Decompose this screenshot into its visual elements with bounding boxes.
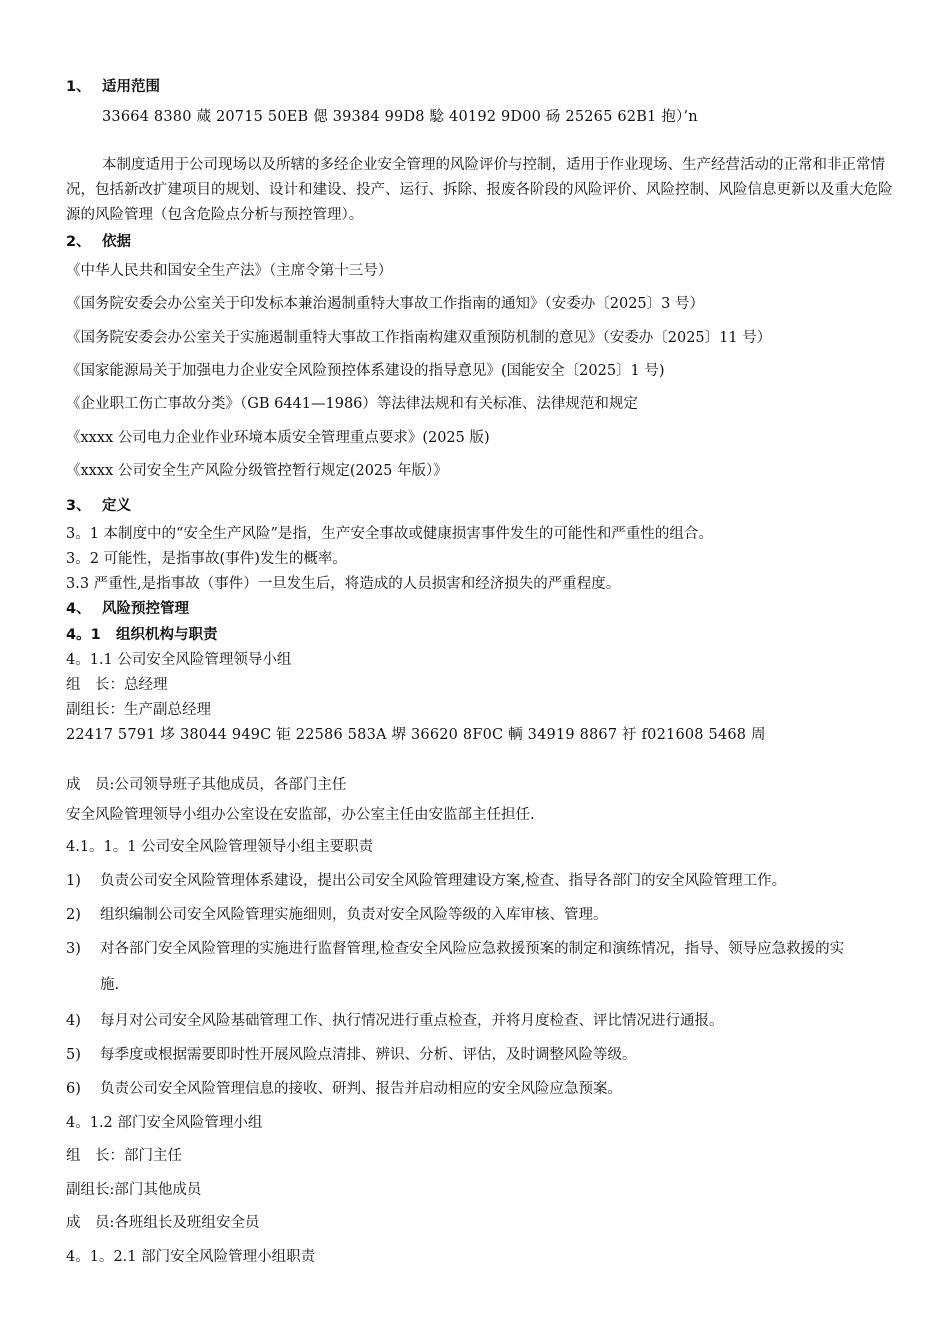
text-line: 组 长：总经理 [66, 677, 168, 693]
duty-text: 对各部门安全风险管理的实施进行监督管理,检查安全风险应急救援预案的制定和演练情况，指导、领导应急救援的实施. [100, 941, 845, 993]
duty-number: 6) [66, 1081, 81, 1097]
reference-item: 《xxxx 公司电力企业作业环境本质安全管理重点要求》(2025 版) [66, 430, 490, 446]
text-line: 4。1。2.1 部门安全风险管理小组职责 [66, 1249, 316, 1265]
scope-paragraph: 本制度适用于公司现场以及所辖的多经企业安全管理的风险评价与控制，适用于作业现场、生产经营活动的正常和非正常情况，包括新改扩建项目的规划、设计和建设、投产、运行、拆除、报废各阶段的风险评价、风险控制、风险信息更新以及重大危险源的风险管理（包含危险点分析与预控管理）。 [66, 157, 893, 223]
text-line: 4。1.2 部门安全风险管理小组 [66, 1115, 263, 1131]
subsection-title: 组织机构与职责 [116, 627, 218, 643]
section-4-heading [66, 600, 910, 618]
text-line: 4。1.1 公司安全风险管理领导小组 [66, 652, 292, 668]
duty-number: 1) [66, 873, 81, 889]
duty-number: 3) [66, 941, 81, 957]
duty-number: 4) [66, 1013, 81, 1029]
text-line: 4.1。1。1 公司安全风险管理领导小组主要职责 [66, 839, 374, 855]
text-line: 副组长:部门其他成员 [66, 1182, 202, 1198]
reference-item: 《国家能源局关于加强电力企业安全风险预控体系建设的指导意见》(国能安全〔2025〕1 号) [66, 363, 665, 379]
section-title: 适用范围 [102, 79, 160, 95]
subsection-number: 4。1 [66, 627, 101, 643]
duty-text: 组织编制公司安全风险管理实施细则，负责对安全风险等级的入库审核、管理。 [100, 907, 608, 923]
subsection-heading [66, 626, 910, 644]
reference-item: 《国务院安委会办公室关于实施遏制重特大事故工作指南构建双重预防机制的意见》（安委办〔2025〕11 号） [66, 330, 772, 346]
reference-item: 《xxxx 公司安全生产风险分级管控暂行规定(2025 年版）》 [66, 463, 448, 479]
definition-item: 3.3 严重性,是指事故（事件）一旦发生后，将造成的人员损害和经济损失的严重程度。 [66, 576, 621, 592]
section-number: 1、 [66, 79, 91, 95]
text-line: 组 长：部门主任 [66, 1148, 182, 1164]
reference-item: 《中华人民共和国安全生产法》（主席令第十三号） [66, 263, 393, 279]
duty-text: 负责公司安全风险管理体系建设，提出公司安全风险管理建设方案,检查、指导各部门的安全风险管理工作。 [100, 873, 787, 889]
reference-item: 《国务院安委会办公室关于印发标本兼治遏制重特大事故工作指南的通知》（安委办〔2025〕3 号） [66, 296, 704, 312]
section-title: 定义 [102, 498, 131, 514]
section-2-heading [66, 233, 910, 251]
section-number: 4、 [66, 601, 91, 617]
duty-text: 负责公司安全风险管理信息的接收、研判、报告并启动相应的安全风险应急预案。 [100, 1081, 622, 1097]
duty-number: 2) [66, 907, 81, 923]
code-line: 22417 5791 垑 38044 949C 钜 22586 583A 堺 36620 8F0C 輌 34919 8867 衧 f021608 5468 周 [66, 727, 766, 743]
definition-item: 3。2 可能性，是指事故(事件)发生的概率。 [66, 551, 347, 567]
section-number: 2、 [66, 234, 91, 250]
section-number: 3、 [66, 498, 91, 514]
duty-text: 每月对公司安全风险基础管理工作、执行情况进行重点检查，并将月度检查、评比情况进行通报。 [100, 1013, 724, 1029]
text-line: 安全风险管理领导小组办公室设在安监部，办公室主任由安监部主任担任. [66, 807, 535, 823]
text-line: 副组长：生产副总经理 [66, 702, 211, 718]
duty-number: 5) [66, 1047, 81, 1063]
duty-text: 每季度或根据需要即时性开展风险点清排、辨识、分析、评估，及时调整风险等级。 [100, 1047, 637, 1063]
section-3-heading [66, 497, 910, 515]
definition-item: 3。1 本制度中的“安全生产风险”是指，生产安全事故或健康损害事件发生的可能性和严重性的组合。 [66, 526, 713, 542]
section-title: 风险预控管理 [102, 601, 189, 617]
reference-item: 《企业职工伤亡事故分类》（GB 6441—1986）等法律法规和有关标准、法律规范和规定 [66, 396, 638, 412]
section-1-heading [66, 78, 910, 96]
code-line: 33664 8380 蒇 20715 50EB 偲 39384 99D8 騐 40192 9D00 砀 25265 62B1 抱）’n [102, 109, 698, 125]
section-title: 依据 [102, 234, 131, 250]
text-line: 成 员:各班组长及班组安全员 [66, 1215, 260, 1231]
text-line: 成 员:公司领导班子其他成员，各部门主任 [66, 777, 347, 793]
